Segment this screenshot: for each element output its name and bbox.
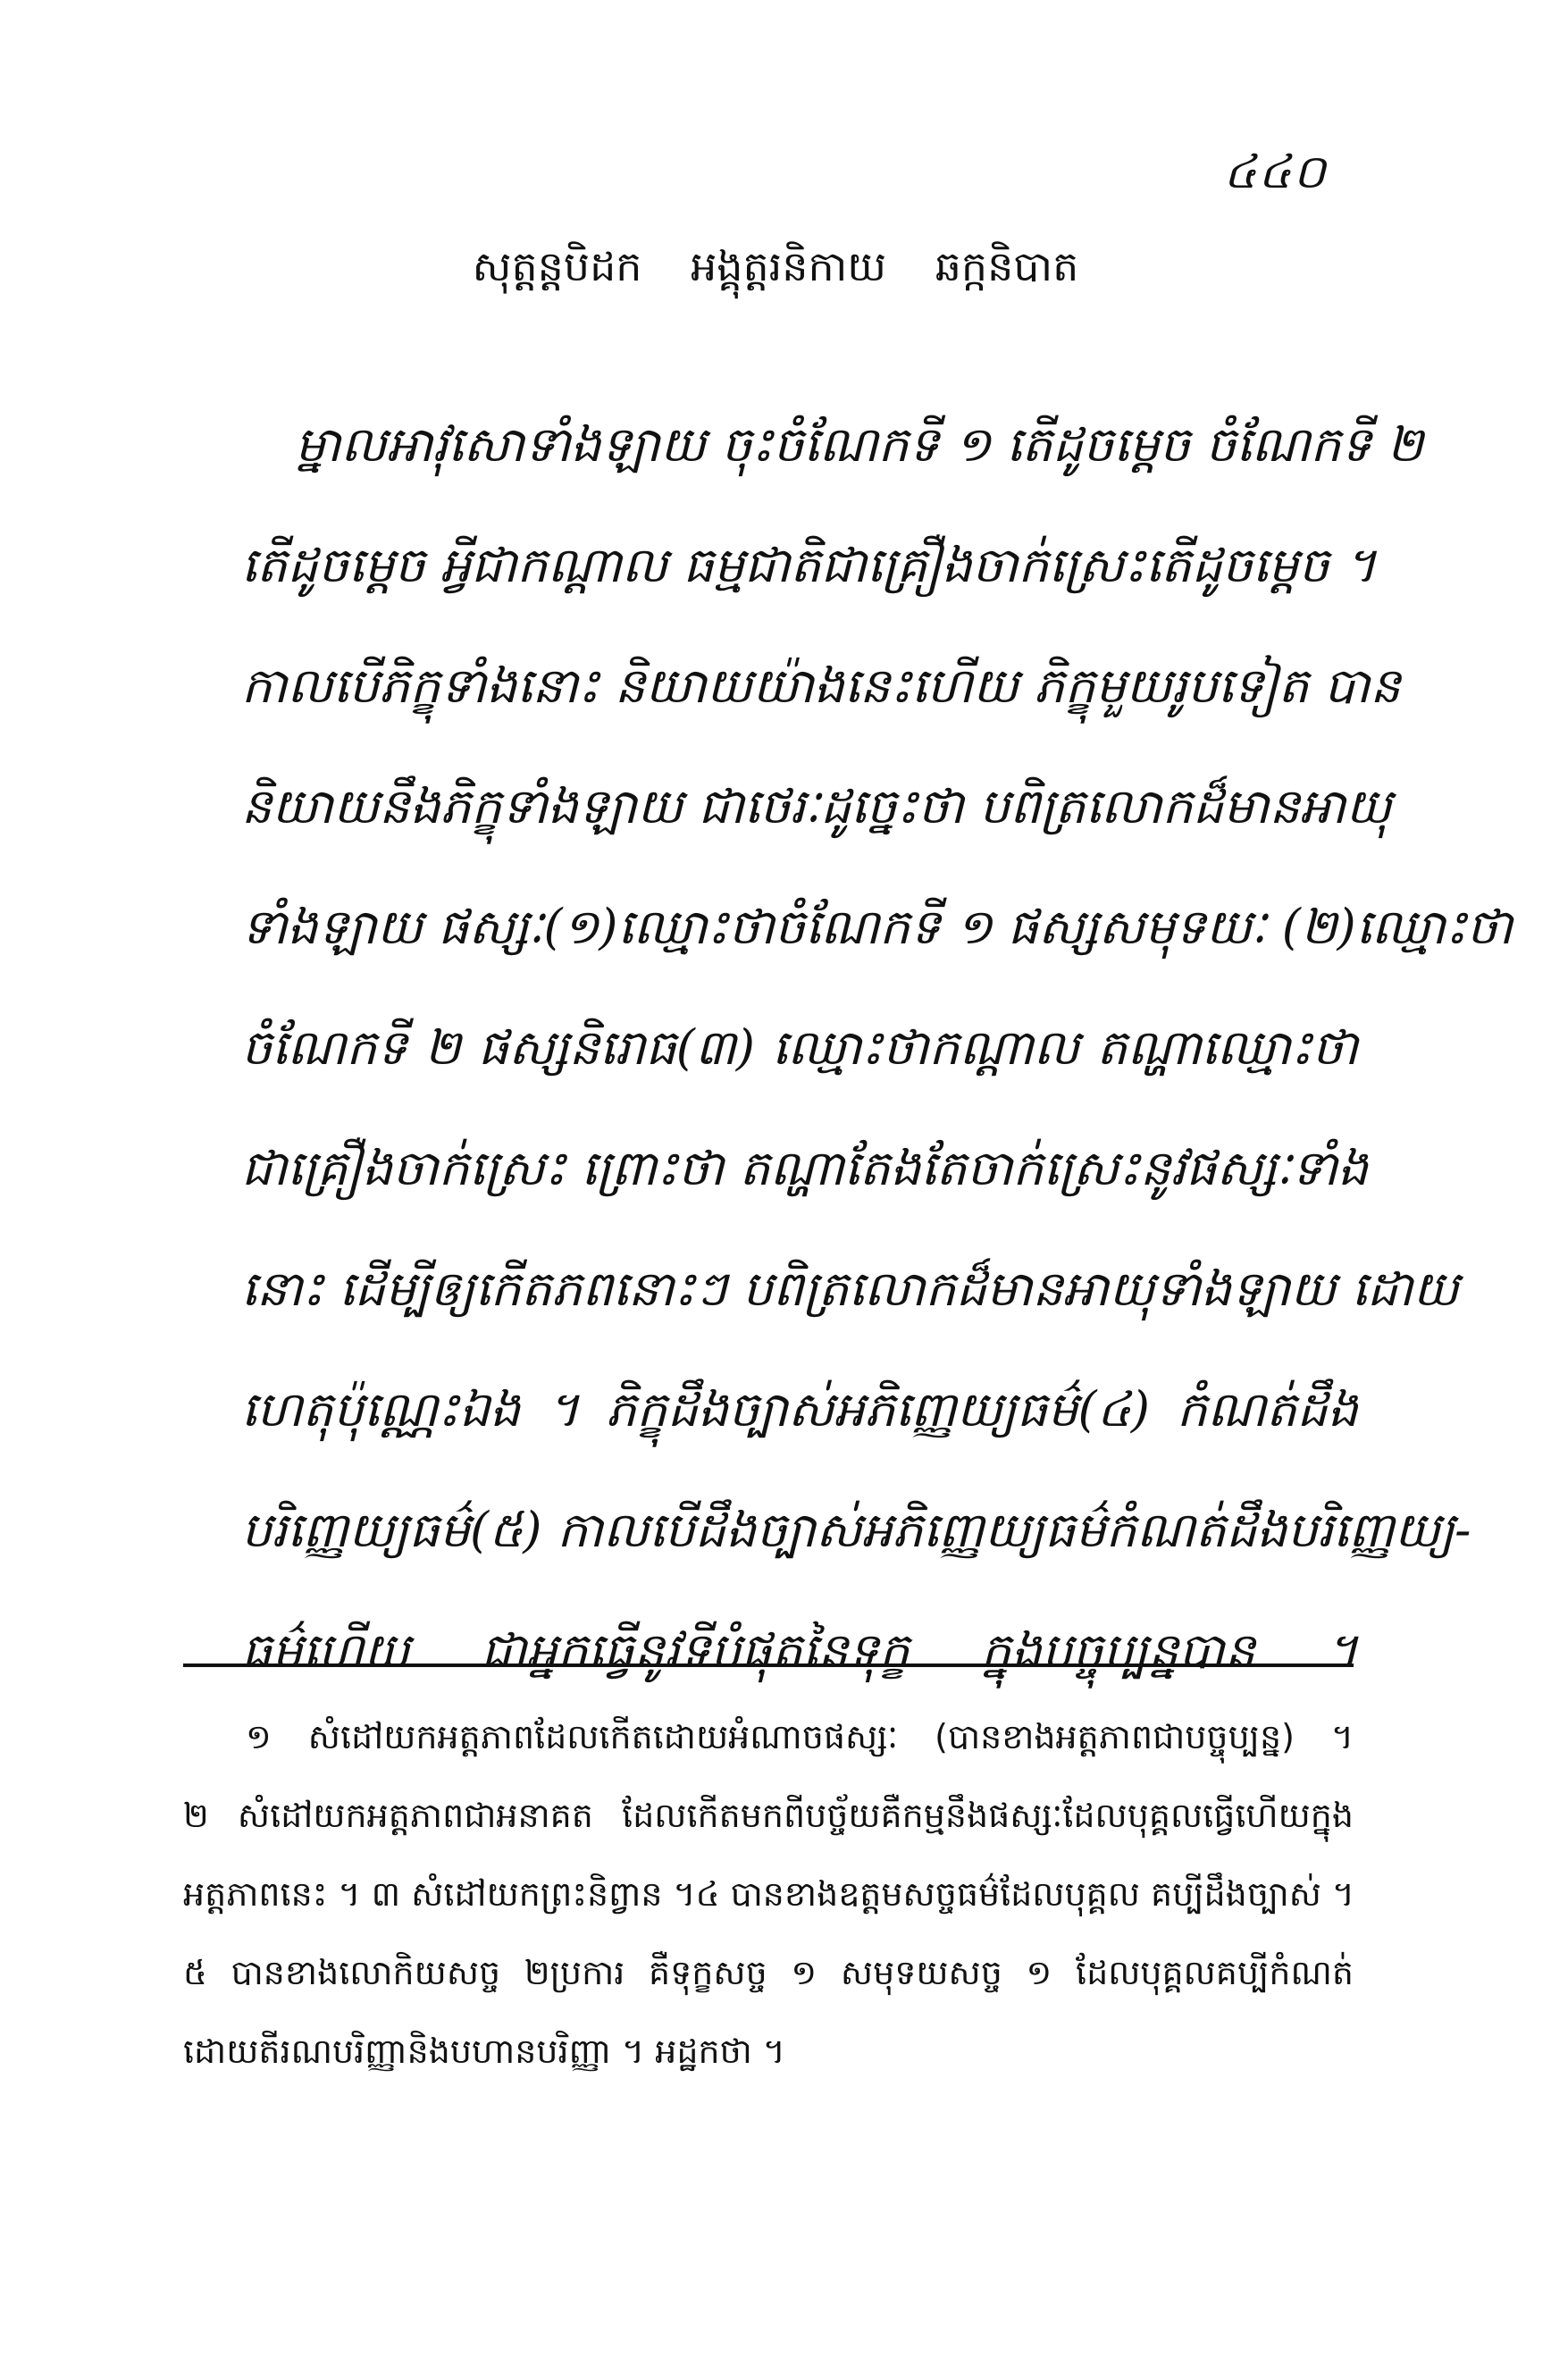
body-line: នោះ ដើម្បីឲ្យកើតភពនោះៗ បពិត្រលោកដ៏មានអាយុទាំងឡាយ ដោយ	[241, 1261, 1459, 1317]
body-text	[241, 384, 1513, 1711]
footnote-line: ២ សំដៅយកអត្តភាពជាអនាគត ដែលកើតមកពីបច្ច័យគឺកម្មនឹងផស្សៈដែលបុគ្គលធ្វើហើយក្នុង	[183, 1796, 1354, 1835]
footnote-line: ៥ បានខាងលោកិយសច្ច ២ប្រការ គឺទុក្ខសច្ច ១ សមុទយសច្ច ១ ដែលបុគ្គលគប្បីកំណត់	[183, 1953, 1354, 1992]
footnote-line: ដោយតីរណបរិញ្ញានិងបហានបរិញ្ញា ។ អដ្ឋកថា ។	[183, 2032, 785, 2071]
body-line: បរិញ្ញេយ្យធម៌(៥) កាលបើដឹងច្បាស់អភិញ្ញេយ្យធម៌កំណត់ដឹងបរិញ្ញេយ្យ-	[241, 1502, 1471, 1558]
body-line: ទាំងឡាយ ផស្សៈ(១)ឈ្មោះថាចំណែកទី ១ ផស្សសមុទយៈ (២)ឈ្មោះថា	[241, 899, 1513, 955]
body-line: និយាយនឹងភិក្ខុទាំងឡាយ ជាថេរៈដូច្នេះថា បពិត្រលោកដ៏មានអាយុ	[241, 778, 1392, 834]
body-line: ធម៌ហើយ ជាអ្នកធ្វើនូវទីបំផុតនៃទុក្ខ ក្នុងបច្ចុប្បន្នបាន ។	[241, 1622, 1358, 1679]
body-line: ជាគ្រឿងចាក់ស្រេះ ព្រោះថា តណ្ហាតែងតែចាក់ស្រេះនូវផស្សៈទាំង	[241, 1140, 1369, 1196]
body-line: ម្នាលអាវុសោទាំងឡាយ ចុះចំណែកទី ១ តើដូចម្តេច ចំណែកទី ២	[295, 416, 1424, 473]
body-line: ហេតុប៉ុណ្ណេះឯង ។ ភិក្ខុដឹងច្បាស់អភិញ្ញេយ្យធម៌(៤) កំណត់ដឹង	[241, 1381, 1358, 1437]
running-head: សុត្តន្តបិដក អង្គុត្តរនិកាយ ឆក្កនិបាត	[472, 242, 1079, 290]
footnote-line: ១ សំដៅយកអត្តភាពដែលកើតដោយអំណាចផស្សៈ (បានខាងអត្តភាពជាបច្ចុប្បន្ន) ។	[246, 1717, 1354, 1756]
body-line: កាលបើភិក្ខុទាំងនោះ និយាយយ៉ាងនេះហើយ ភិក្ខុមួយរូបទៀត បាន	[241, 658, 1401, 714]
footnote-line: អត្តភាពនេះ ។ ៣ សំដៅយកព្រះនិព្វាន ។៤ បានខាងឧត្តមសច្ចធម៌ដែលបុគ្គល គប្បីដឹងច្បាស់ ។	[183, 1874, 1355, 1914]
body-line: ចំណែកទី ២ ផស្សនិរោធ(៣) ឈ្មោះថាកណ្តាល តណ្ហាឈ្មោះថា	[241, 1019, 1358, 1076]
footnote-separator-rule	[183, 1663, 1354, 1667]
footnotes	[183, 1697, 1354, 2091]
page-number: ៤៤០	[1223, 146, 1328, 199]
body-line: តើដូចម្តេច អ្វីជាកណ្តាល ធម្មជាតិជាគ្រឿងចាក់ស្រេះតើដូចម្តេច ។	[241, 537, 1377, 593]
